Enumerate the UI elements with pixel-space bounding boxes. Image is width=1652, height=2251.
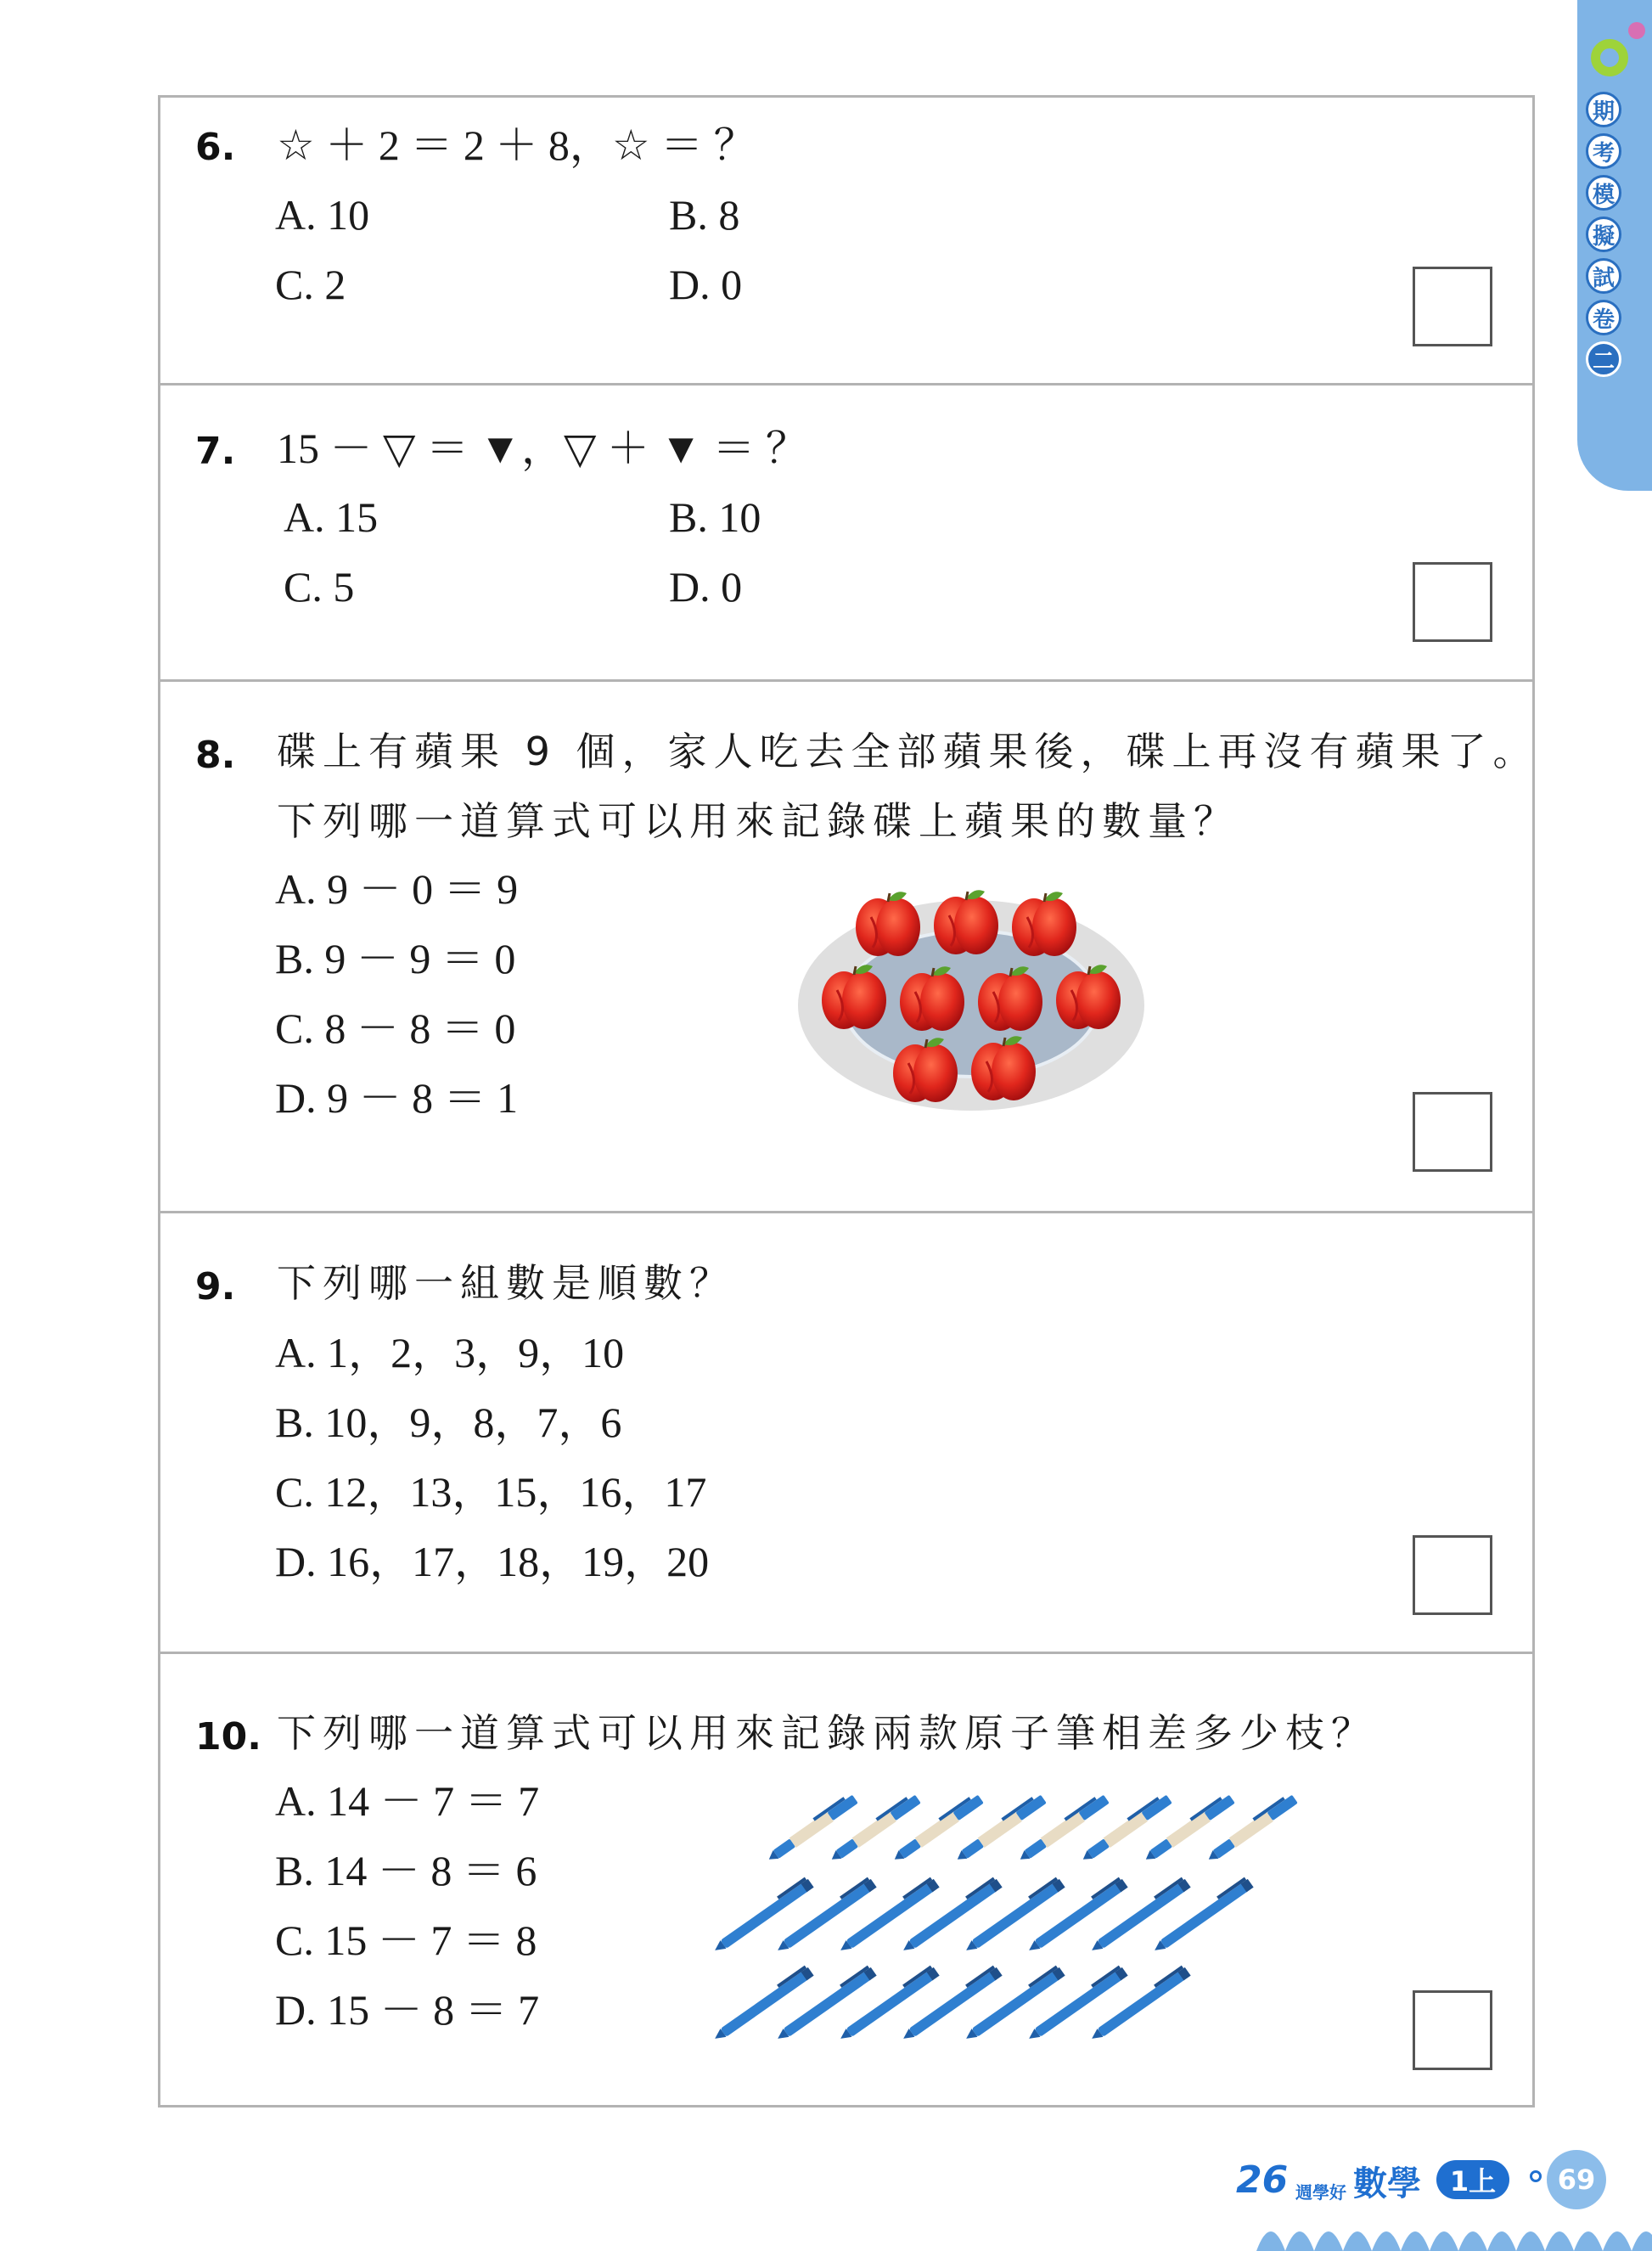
wave-decoration: [0, 2209, 1652, 2251]
option-b: B. 14 － 8 ＝ 6: [275, 1847, 537, 1894]
wave-shape: [1516, 2231, 1545, 2251]
pens-illustration: [713, 1766, 1273, 2046]
option-c: C. 15 － 7 ＝ 8: [275, 1916, 537, 1964]
question-number: 10.: [195, 1715, 261, 1759]
option-b: B. 8: [669, 191, 740, 239]
question-stem-line1: 碟上有蘋果 9 個，家人吃去全部蘋果後，碟上再沒有蘋果了。: [277, 729, 1539, 774]
side-tab-char: 擬: [1586, 217, 1621, 252]
question-stem: 下列哪一道算式可以用來記錄兩款原子筆相差多少枝？: [277, 1710, 1377, 1756]
option-c: C. 5: [284, 563, 355, 611]
wave-shape: [1632, 2231, 1652, 2251]
capped-pen-icon: [773, 1965, 876, 2043]
capped-pen-icon: [961, 1877, 1065, 1955]
capped-pen-icon: [1024, 1965, 1127, 2043]
option-a: A. 15: [284, 493, 379, 541]
apple-icon: [856, 892, 920, 956]
section-divider: [158, 383, 1535, 385]
capped-pen-icon: [1087, 1877, 1190, 1955]
apple-icon: [1012, 892, 1076, 956]
question-stem: 15 － ▽ ＝ ▼，▽ ＋ ▼ ＝ ？: [277, 425, 808, 472]
side-tab-title: [1586, 92, 1623, 383]
wave-shape: [1256, 2231, 1285, 2251]
wave-shape: [1603, 2231, 1632, 2251]
option-b: B. 9 － 9 ＝ 0: [275, 935, 516, 982]
option-a: A. 10: [275, 191, 370, 239]
side-tab-char: 期: [1586, 92, 1621, 127]
wave-shape: [1343, 2231, 1372, 2251]
wave-shape: [1401, 2231, 1430, 2251]
side-tab-char: 模: [1586, 175, 1621, 211]
option-b: B. 10，9，8，7，6: [275, 1398, 622, 1446]
capped-pen-icon: [1087, 1965, 1190, 2043]
wave-shape: [1372, 2231, 1401, 2251]
section-divider: [158, 679, 1535, 682]
question-number: 9.: [195, 1265, 236, 1308]
section-divider: [158, 1211, 1535, 1213]
option-d: D. 15 － 8 ＝ 7: [275, 1986, 540, 2034]
option-a: A. 9 － 0 ＝ 9: [275, 865, 519, 913]
capped-pen-icon: [898, 1965, 1002, 2043]
capped-pen-icon: [835, 1877, 939, 1955]
capped-pen-icon: [898, 1877, 1002, 1955]
side-tab-char: 試: [1586, 258, 1621, 294]
option-b: B. 10: [669, 493, 761, 541]
option-a: A. 14 － 7 ＝ 7: [275, 1777, 540, 1825]
option-d: D. 0: [669, 261, 743, 308]
option-a: A. 1，2，3，9，10: [275, 1329, 625, 1376]
capped-pen-icon: [1024, 1877, 1127, 1955]
plate-of-apples-illustration: [796, 892, 1153, 1121]
answer-box[interactable]: [1413, 562, 1492, 642]
capped-pen-icon: [710, 1877, 813, 1955]
question-stem: ☆ ＋ 2 ＝ 2 ＋ 8，☆ ＝ ？: [277, 121, 756, 169]
wave-shape: [1458, 2231, 1487, 2251]
capped-pen-icon: [773, 1877, 876, 1955]
wave-shape: [1430, 2231, 1458, 2251]
page-footer: [1236, 2155, 1627, 2209]
grade-badge: 1上: [1436, 2160, 1509, 2199]
wave-shape: [1285, 2231, 1314, 2251]
option-c: C. 2: [275, 261, 346, 308]
capped-pen-icon: [835, 1965, 939, 2043]
wave-shape: [1545, 2231, 1574, 2251]
answer-box[interactable]: [1413, 267, 1492, 346]
capped-pen-icon: [710, 1965, 813, 2043]
wave-shape: [1574, 2231, 1603, 2251]
pink-dot-decoration: [1628, 22, 1645, 39]
apple-icon: [934, 890, 998, 954]
question-number: 8.: [195, 734, 236, 777]
series-logo: 26: [1236, 2158, 1289, 2202]
question-stem: 下列哪一組數是順數？: [277, 1260, 735, 1306]
capped-pen-icon: [1149, 1877, 1253, 1955]
question-number: 7.: [195, 430, 236, 473]
option-c: C. 8 － 8 ＝ 0: [275, 1005, 516, 1052]
option-d: D. 16，17，18，19，20: [275, 1538, 710, 1585]
side-tab-char: 二: [1586, 341, 1621, 377]
answer-box[interactable]: [1413, 1990, 1492, 2070]
question-stem-line2: 下列哪一道算式可以用來記錄碟上蘋果的數量？: [277, 798, 1239, 844]
answer-box[interactable]: [1413, 1092, 1492, 1172]
capped-pen-icon: [961, 1965, 1065, 2043]
series-name: 週學好: [1295, 2182, 1346, 2203]
answer-box[interactable]: [1413, 1535, 1492, 1615]
page-number: 69: [1547, 2150, 1606, 2209]
option-d: D. 0: [669, 563, 743, 611]
subject-label: 數學: [1353, 2164, 1421, 2203]
wave-shape: [1314, 2231, 1343, 2251]
side-tab-char: 卷: [1586, 300, 1621, 335]
section-divider: [158, 1652, 1535, 1654]
wave-shape: [1487, 2231, 1516, 2251]
side-tab-char: 考: [1586, 133, 1621, 169]
option-d: D. 9 － 8 ＝ 1: [275, 1074, 519, 1122]
green-ring-icon: [1591, 39, 1628, 76]
dot-decoration: [1530, 2170, 1542, 2182]
option-c: C. 12，13，15，16，17: [275, 1468, 707, 1516]
question-number: 6.: [195, 126, 236, 169]
